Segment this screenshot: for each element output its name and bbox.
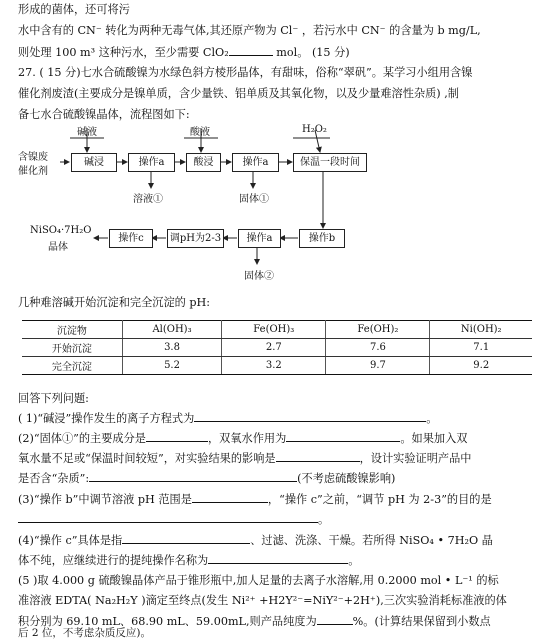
text-line: 备七水合硫酸镍晶体，流程图如下: (18, 108, 190, 121)
flow-step-op-a: 操作a (238, 229, 281, 248)
table-header-cell: 沉淀物 (22, 321, 122, 339)
question-1: ( 1)“碱浸”操作发生的离子方程式为 。 (18, 412, 438, 425)
flow-reagent: 酸液 (190, 127, 210, 138)
flow-step-op-c: 操作c (109, 229, 153, 248)
flow-product: 晶体 (48, 242, 68, 253)
precipitation-ph-table (22, 320, 532, 375)
answer-blank (192, 492, 268, 503)
flow-step-op-b: 操作b (299, 229, 345, 248)
flow-reagent: 碱液 (77, 127, 97, 138)
answer-blank (317, 614, 353, 625)
text-line: 催化剂废渣(主要成分是镍单质，含少量铁、铝单质及其氧化物，以及少量难溶性杂质) ,制 (18, 87, 459, 100)
table-cell: 3.8 (122, 339, 221, 357)
table-cell: 9.2 (430, 357, 532, 375)
answer-blank (18, 512, 318, 523)
flow-output: 固体① (239, 194, 269, 205)
flow-step-op-a: 操作a (128, 153, 175, 172)
table-cell: 7.1 (430, 339, 532, 357)
flow-reagent: H₂O₂ (302, 124, 327, 135)
table-header-cell: Ni(OH)₂ (430, 321, 532, 339)
text-line: 几种难溶碱开始沉淀和完全沉淀的 pH: (18, 296, 211, 309)
table-cell: 3.2 (222, 357, 326, 375)
table-cell: 2.7 (222, 339, 326, 357)
question-4: (4)“操作 c”具体是指 、过滤、洗涤、干燥。若所得 NiSO₄ • 7H₂O 晶 (18, 534, 493, 547)
table-cell: 5.2 (122, 357, 221, 375)
question-5: (5 )取 4.000 g 硫酸镍晶体产品于锥形瓶中,加人足量的去离子水溶解,用 0.2000 mol • L⁻¹ 的标 (18, 574, 499, 587)
flowchart-arrows (0, 0, 554, 300)
table-row (22, 321, 532, 339)
flow-output: 溶液① (133, 194, 163, 205)
question-5-cont: 准溶液 EDTA( Na₂H₂Y )滴定至终点(发生 Ni²⁺ +H2Y²⁻=NiY²⁻+2H⁺),三次实验消耗标准液的体 (18, 594, 507, 607)
flow-step-jianjin: 碱浸 (71, 153, 117, 172)
question-2-cont: 氧水量不足或“保温时间较短”，对实验结果的影响是 ，设计实验证明产品中 (18, 452, 472, 465)
table-row (22, 339, 532, 357)
flow-start-label: 含镍废 (18, 152, 48, 163)
question-5-cont: 后 2 位，不考虑杂质反应)。 (18, 627, 151, 639)
flow-start-label: 催化剂 (18, 166, 48, 177)
table-header-cell: Fe(OH)₂ (326, 321, 430, 339)
question-5-cont: 积分别为 69.10 mL、68.90 mL、59.00mL,则产品纯度为 %。(计算结果保留到小数点 (18, 615, 491, 628)
flow-output: 固体② (244, 271, 274, 282)
text-line: 形成的菌体，还可将污 (18, 3, 130, 16)
table-cell: 完全沉淀 (22, 357, 122, 375)
flow-step-suanjin: 酸浸 (186, 153, 221, 172)
answer-blank (122, 533, 250, 544)
answer-blank (276, 451, 360, 462)
question-3: (3)“操作 b”中调节溶液 pH 范围是 ，“操作 c”之前，“调节 pH 为 2-3”的目的是 (18, 493, 492, 506)
answer-blank (89, 471, 297, 482)
table-cell: 开始沉淀 (22, 339, 122, 357)
table-header-cell: Fe(OH)₃ (222, 321, 326, 339)
answer-blank (146, 431, 208, 442)
question-3-cont: 。 (18, 512, 329, 527)
table-header-cell: Al(OH)₃ (122, 321, 221, 339)
table-row (22, 357, 532, 375)
table-cell: 9.7 (326, 357, 430, 375)
answer-blank (208, 553, 348, 564)
question-2: (2)“固体①”的主要成分是 ，双氧水作用为 。如果加入双 (18, 432, 468, 445)
flow-step-op-a: 操作a (232, 153, 279, 172)
text-line: 27. ( 15 分)七水合硫酸镍为水绿色斜方棱形晶体，有甜味，俗称“翠矾”。某学习小组用含镍 (18, 66, 473, 79)
answer-blank (286, 431, 400, 442)
text-line: 则处理 100 m³ 这种污水，至少需要 ClO₂ mol。 (15 分) (18, 46, 350, 59)
question-4-cont: 体不纯，应继续进行的提纯操作名称为 。 (18, 554, 360, 567)
table-cell: 7.6 (326, 339, 430, 357)
answer-blank (194, 411, 426, 422)
text-line: 水中含有的 CN⁻ 转化为两种无毒气体,其还原产物为 Cl⁻ ，若污水中 CN⁻ 的含量为 b mg/L, (18, 24, 481, 37)
flow-step-baowen: 保温一段时间 (293, 153, 367, 172)
text-line: 回答下列问题: (18, 392, 89, 405)
flow-product: NiSO₄·7H₂O (30, 225, 92, 236)
flow-step-adjust-ph: 调pH为2-3 (167, 229, 224, 248)
question-2-cont: 是否含“杂质”: (不考虑硫酸镍影响) (18, 472, 396, 485)
